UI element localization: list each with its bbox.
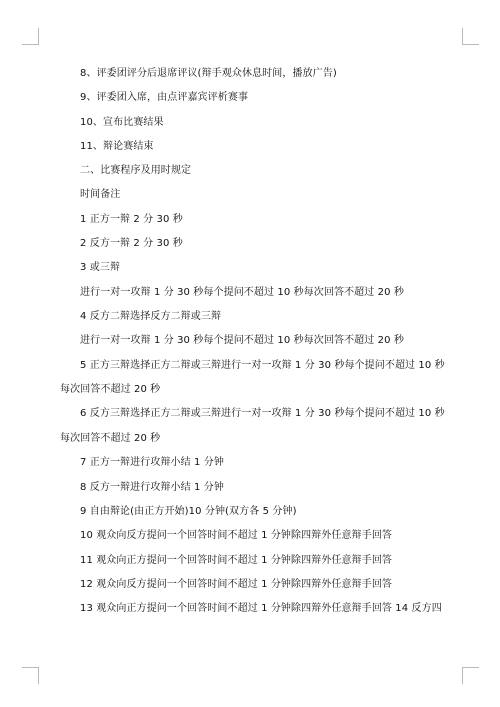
section-heading: 二、比赛程序及用时规定 bbox=[80, 165, 192, 177]
paragraph: 7 正方一辩进行攻辩小结 1 分钟 bbox=[80, 457, 224, 469]
paragraph: 1 正方一辩 2 分 30 秒 bbox=[80, 213, 183, 225]
paragraph: 13 观众向正方提问一个回答时间不超过 1 分钟除四辩外任意辩手回答 14 反方四 bbox=[80, 603, 442, 615]
paragraph: 5 正方三辩选择正方二辩或三辩进行一对一攻辩 1 分 30 秒每个提问不超过 10 秒每次回答不超过 20 秒 bbox=[60, 359, 445, 395]
paragraph: 12 观众向反方提问一个回答时间不超过 1 分钟除四辩外任意辩手回答 bbox=[80, 578, 393, 590]
paragraph: 进行一对一攻辩 1 分 30 秒每个提问不超过 10 秒每次回答不超过 20 秒 bbox=[80, 335, 404, 347]
crop-mark-bottom-left bbox=[22, 667, 39, 684]
crop-mark-top-left bbox=[22, 28, 39, 45]
paragraph: 11、辩论赛结束 bbox=[80, 140, 154, 152]
paragraph: 4 反方二辩选择反方二辩或三辩 bbox=[80, 310, 222, 322]
crop-mark-top-right bbox=[462, 28, 479, 45]
paragraph: 9、评委团入席，由点评嘉宾评析赛事 bbox=[80, 92, 249, 104]
paragraph: 8、评委团评分后退席评议(辩手观众休息时间，播放广告) bbox=[80, 68, 337, 79]
paragraph: 进行一对一攻辩 1 分 30 秒每个提问不超过 10 秒每次回答不超过 20 秒 bbox=[80, 286, 404, 298]
paragraph: 6 反方三辩选择正方二辩或三辩进行一对一攻辩 1 分 30 秒每个提问不超过 10 秒每次回答不超过 20 秒 bbox=[60, 408, 445, 444]
crop-mark-bottom-right bbox=[462, 667, 479, 684]
paragraph: 9 自由辩论(由正方开始)10 分钟(双方各 5 分钟) bbox=[80, 505, 297, 517]
paragraph: 11 观众向正方提问一个回答时间不超过 1 分钟除四辩外任意辩手回答 bbox=[80, 554, 393, 566]
paragraph: 10、宣布比赛结果 bbox=[80, 116, 164, 128]
paragraph: 8 反方一辩进行攻辩小结 1 分钟 bbox=[80, 481, 224, 493]
paragraph: 10 观众向反方提问一个回答时间不超过 1 分钟除四辩外任意辩手回答 bbox=[80, 530, 393, 542]
document-body bbox=[60, 66, 445, 625]
paragraph: 时间备注 bbox=[80, 189, 121, 201]
paragraph: 2 反方一辩 2 分 30 秒 bbox=[80, 238, 183, 250]
paragraph: 3 或三辩 bbox=[80, 262, 121, 274]
